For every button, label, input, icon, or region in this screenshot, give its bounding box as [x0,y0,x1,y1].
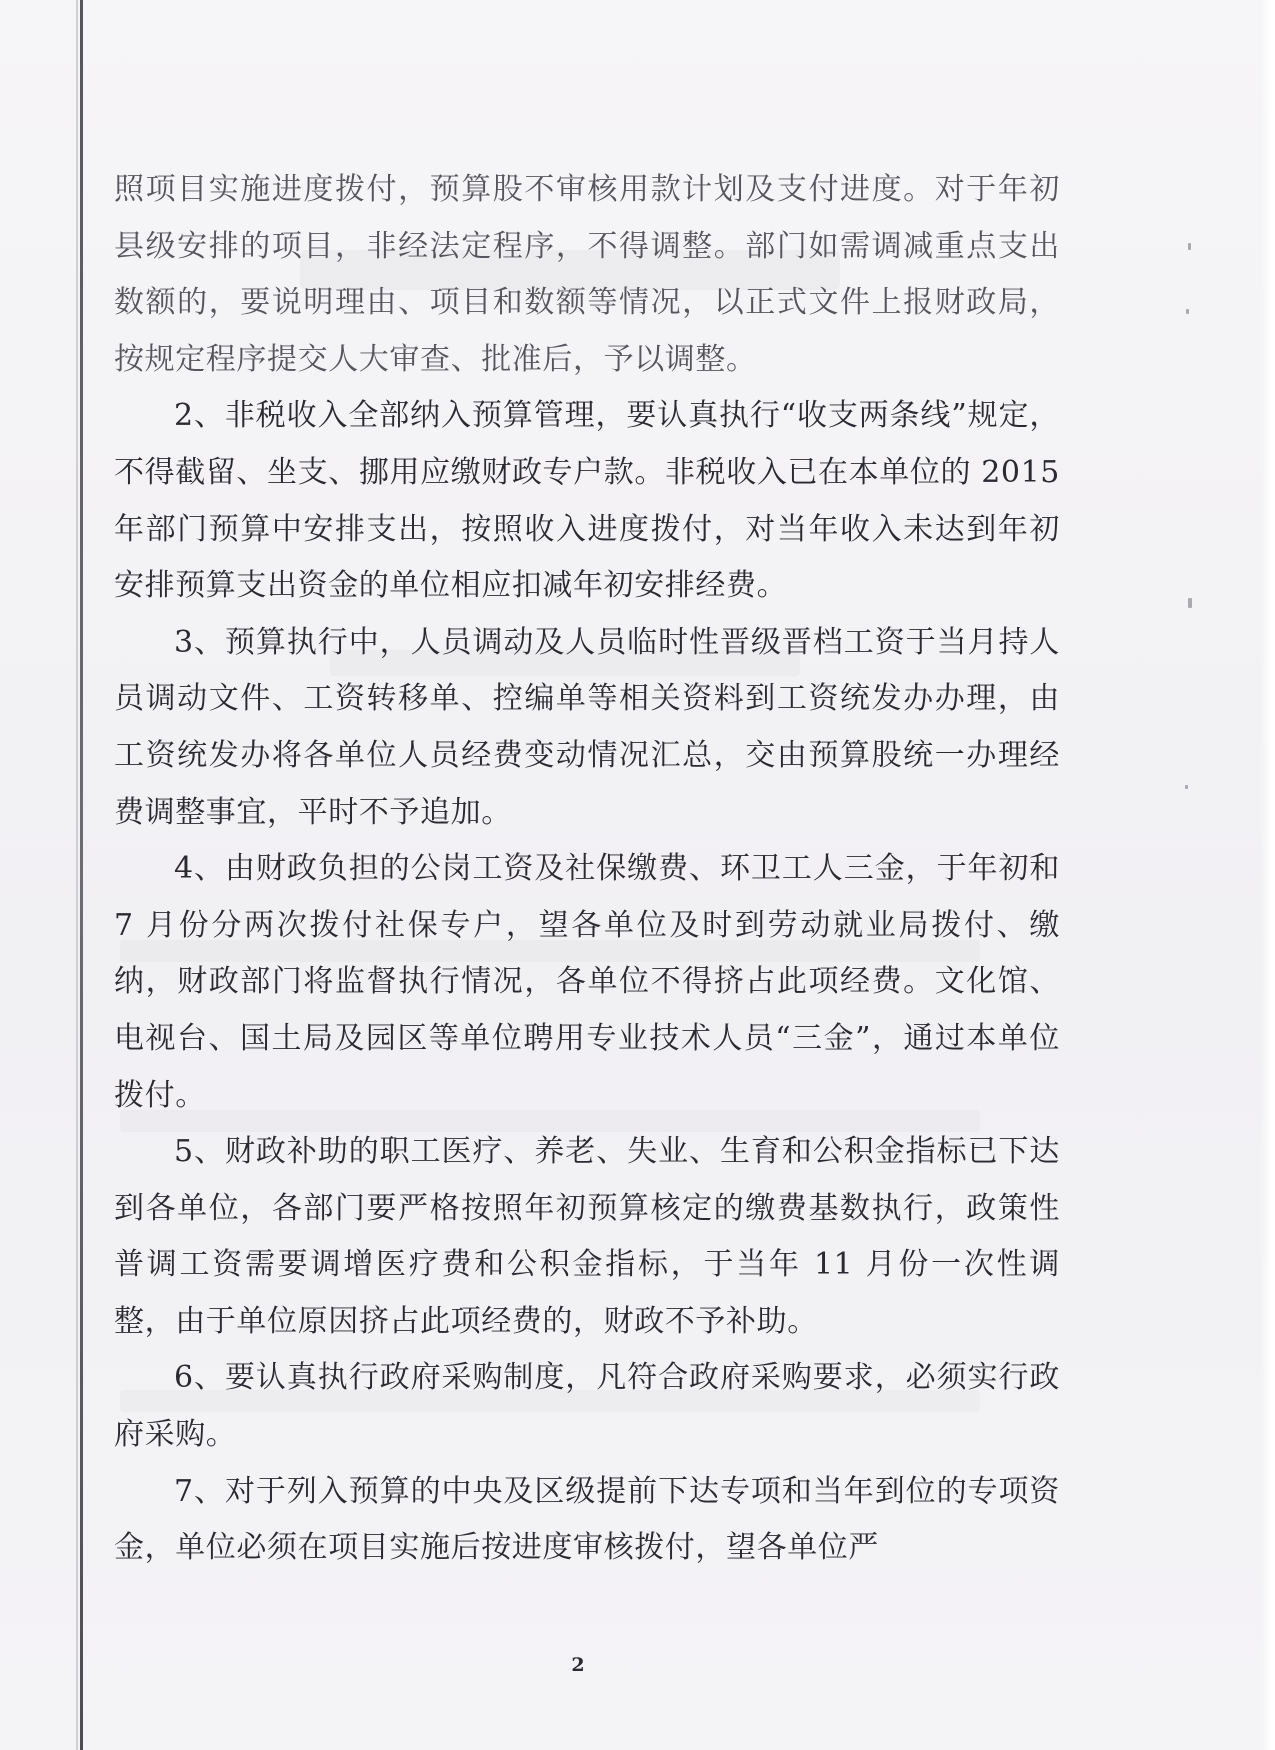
paragraph-item-6: 6、要认真执行政府采购制度，凡符合政府采购要求，必须实行政府采购。 [114,1360,1060,1453]
paragraph-item-5: 5、财政补助的职工医疗、养老、失业、生育和公积金指标已下达到各单位，各部门要严格按照年初预算核定的缴费基数执行，政策性普调工资需要调增医疗费和公积金指标，于当年 11 月份一次性调整，由于单位原因挤占此项经费的，财政不予补助。 [114,1134,1060,1339]
page-number: 2 [571,1654,585,1676]
paragraph-item-2: 2、非税收入全部纳入预算管理，要认真执行“收支两条线”规定，不得截留、坐支、挪用应缴财政专户款。非税收入已在本单位的 2015 年部门预算中安排支出，按照收入进度拨付，对当年收入未达到年初安排预算支出资金的单位相应扣减年初安排经费。 [114,398,1060,604]
scan-speck [1186,309,1189,314]
scan-speck [1185,785,1188,789]
scan-speck [1188,243,1191,250]
page-edge [1261,0,1275,1750]
binding-line [80,0,83,1750]
scan-speck [1188,598,1192,608]
paragraph-item-7: 7、对于列入预算的中央及区级提前下达专项和当年到位的专项资金，单位必须在项目实施后按进度审核拨付，望各单位严 [114,1473,1060,1566]
paragraph-item-3: 3、预算执行中，人员调动及人员临时性晋级晋档工资于当月持人员调动文件、工资转移单、控编单等相关资料到工资统发办办理，由工资统发办将各单位人员经费变动情况汇总，交由预算股统一办理经费调整事宜，平时不予追加。 [114,624,1060,830]
paragraph-continuation: 照项目实施进度拨付，预算股不审核用款计划及支付进度。对于年初县级安排的项目，非经法定程序，不得调整。部门如需调减重点支出数额的，要说明理由、项目和数额等情况，以正式文件上报财政局，按规定程序提交人大审查、批准后，予以调整。 [114,172,1060,377]
document-body [114,162,1060,1577]
paragraph-item-4: 4、由财政负担的公岗工资及社保缴费、环卫工人三金，于年初和 7 月份分两次拨付社保专户，望各单位及时到劳动就业局拨付、缴纳，财政部门将监督执行情况，各单位不得挤占此项经费。文化馆、电视台、国土局及园区等单位聘用专业技术人员“三金”，通过本单位拨付。 [114,851,1060,1113]
binding-shadow [76,0,78,1750]
